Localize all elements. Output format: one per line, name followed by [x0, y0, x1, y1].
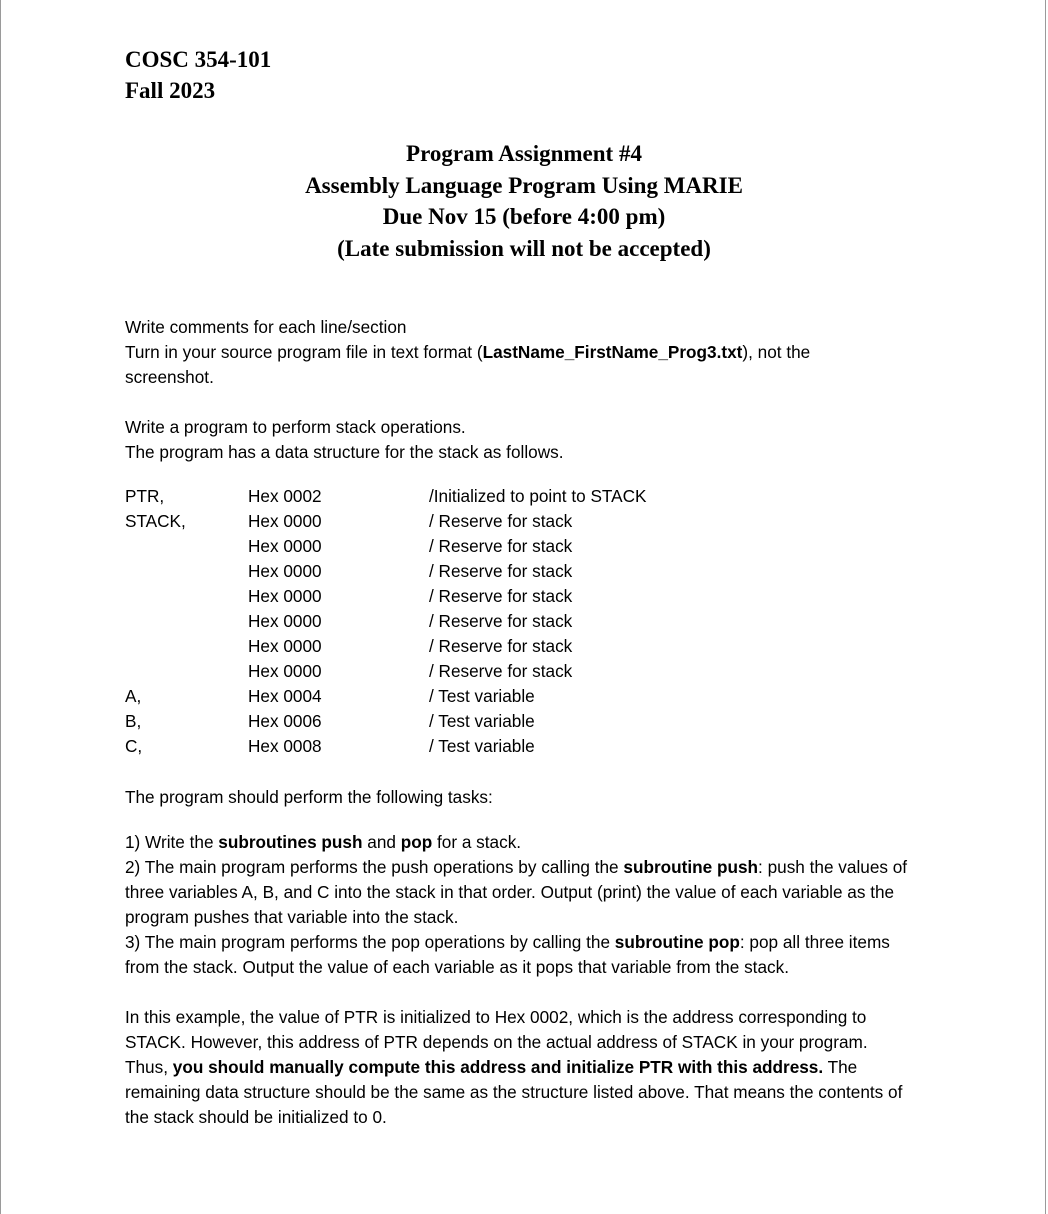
assignment-title: Program Assignment #4 — [406, 141, 642, 166]
row-value: Hex 0004 — [248, 686, 322, 706]
row-label: PTR, — [125, 486, 165, 506]
task-list — [125, 830, 925, 980]
row-comment: / Reserve for stack — [429, 661, 573, 681]
late-policy: (Late submission will not be accepted) — [337, 235, 711, 261]
row-comment: / Reserve for stack — [429, 511, 573, 531]
data-table-row — [125, 534, 825, 559]
task-item: 2) The main program performs the push operations by calling the subroutine push: push the values of three variables A, B, and C into the stack in that order. Output (print) the value of each variable as the program pushes that variable into the stack. — [125, 857, 908, 927]
instructions-intro — [125, 315, 885, 390]
description-line: Write a program to perform stack operations. — [125, 417, 466, 437]
description-line: The program has a data structure for the stack as follows. — [125, 442, 564, 462]
row-comment: / Reserve for stack — [429, 636, 573, 656]
row-comment: / Reserve for stack — [429, 561, 573, 581]
data-table-row — [125, 609, 825, 634]
row-comment: / Reserve for stack — [429, 586, 573, 606]
due-date: Due Nov 15 (before 4:00 pm) — [382, 204, 666, 229]
data-structure-table — [125, 484, 825, 759]
row-label: C, — [125, 736, 143, 756]
row-value: Hex 0000 — [248, 661, 322, 681]
row-value: Hex 0000 — [248, 511, 322, 531]
row-comment: /Initialized to point to STACK — [429, 486, 647, 506]
task-item: 3) The main program performs the pop operations by calling the subroutine pop: pop all three items from the stack. Output the value of each variable as it pops that variable from the stack. — [125, 932, 890, 977]
data-table-row — [125, 559, 825, 584]
row-value: Hex 0006 — [248, 711, 322, 731]
task-item: 1) Write the subroutines push and pop for a stack. — [125, 832, 522, 852]
data-table-row — [125, 709, 825, 734]
row-label: B, — [125, 711, 142, 731]
data-table-row — [125, 484, 825, 509]
row-value: Hex 0000 — [248, 536, 322, 556]
ptr-note: In this example, the value of PTR is initialized to Hex 0002, which is the address corresponding to STACK. However, this address of PTR depends on the actual address of STACK in your program. Thus, you should manually compute this address and initialize PTR with this address. The remaining data structure should be the same as the structure listed above. That means the contents of the stack should be initialized to 0. — [125, 1007, 903, 1127]
row-value: Hex 0008 — [248, 736, 322, 756]
course-header — [125, 44, 271, 106]
data-table-row — [125, 684, 825, 709]
row-value: Hex 0000 — [248, 586, 322, 606]
tasks-intro: The program should perform the following tasks: — [125, 787, 493, 807]
row-comment: / Test variable — [429, 686, 535, 706]
comments-instruction: Write comments for each line/section — [125, 317, 407, 337]
row-comment: / Reserve for stack — [429, 536, 573, 556]
data-table-row — [125, 509, 825, 534]
row-comment: / Test variable — [429, 711, 535, 731]
program-description — [125, 415, 925, 465]
row-value: Hex 0002 — [248, 486, 322, 506]
course-code: COSC 354-101 — [125, 47, 272, 72]
data-table-row — [125, 634, 825, 659]
row-value: Hex 0000 — [248, 611, 322, 631]
turn-in-instruction: Turn in your source program file in text format (LastName_FirstName_Prog3.txt), not the screenshot. — [125, 342, 811, 387]
row-value: Hex 0000 — [248, 561, 322, 581]
course-term: Fall 2023 — [125, 78, 216, 103]
filename: LastName_FirstName_Prog3.txt — [482, 342, 743, 362]
assignment-subtitle: Assembly Language Program Using MARIE — [305, 172, 743, 198]
row-comment: / Test variable — [429, 736, 535, 756]
row-label: A, — [125, 686, 142, 706]
row-label: STACK, — [125, 511, 186, 531]
data-table-row — [125, 659, 825, 684]
data-table-row — [125, 734, 825, 759]
row-value: Hex 0000 — [248, 636, 322, 656]
data-table-row — [125, 584, 825, 609]
row-comment: / Reserve for stack — [429, 611, 573, 631]
assignment-title-block — [1, 138, 1047, 264]
